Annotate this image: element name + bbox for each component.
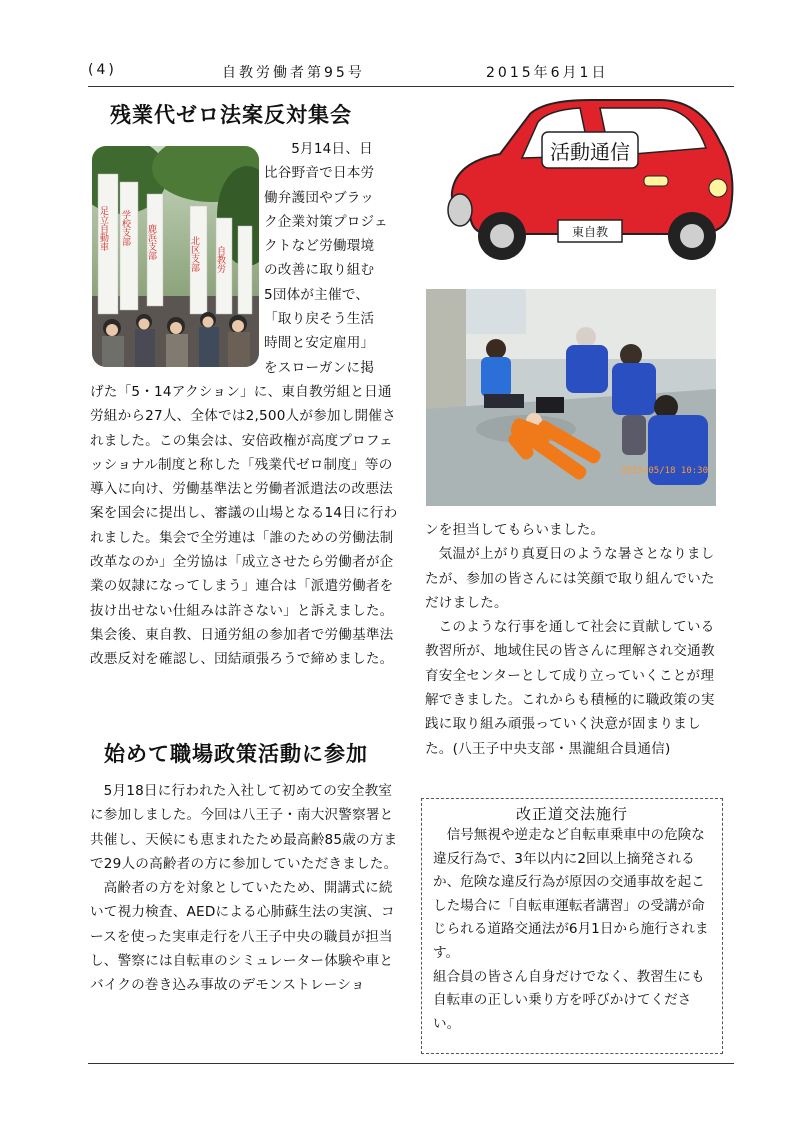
katsudo-tsushin-logo	[430, 92, 740, 272]
aed-training-photo	[426, 289, 716, 506]
issue-date: 2015年6月1日	[486, 65, 609, 81]
svg-text:自教労: 自教労	[215, 246, 225, 273]
article2-para4: このような行事を通して社会に貢献している教習所が、地域住民の皆さんに理解され交通教育安全センターとして成り立っていくことが理解できました。これからも積極的に職政策の実践に取り組み頑張っていく決意が固まりました。(八王子中央支部・黒瀧組合員通信)	[425, 619, 715, 757]
svg-text:鹿浜支部: 鹿浜支部	[146, 224, 156, 260]
article1-wrap-line: 5団体が主催で、	[264, 286, 370, 303]
header-rule	[88, 86, 734, 87]
article1-wrap-text	[264, 137, 404, 380]
article1-wrap-line: 5月14日、日	[291, 141, 373, 157]
article1-continued: げた「5・14アクション」に、東自教労組と日通労組から27人、全体では2,500人が参加し開催されました。この集会は、安倍政権が高度プロフェッショナル制度と称した「残業代ゼロ制度」等の導入に向け、労働基準法と労働者派遣法の改悪法案を国会に提出し、審議の山場となる14日に行われました。集会で全労連は「誰のための労働法制改革なのか」全労協は「成立させたら労働者が企業の奴隷になってしまう」連合は「派遣労働者を抜け出せない仕組みは許さない」と訴えました。集会後、東自教、日通労組の参加者で労働基準法改悪反対を確認し、団結頑張ろうで締めました。	[90, 384, 398, 668]
publication-issue: 自教労働者第95号	[222, 65, 365, 81]
notice-para2: 組合員の皆さん自身だけでなく、教習生にも自転車の正しい乗り方を呼びかけてください。	[433, 968, 705, 1032]
article1-wrap-line: をスローガンに掲	[264, 359, 375, 376]
logo-plate: 東自教	[571, 225, 609, 239]
article1-wrap-line: 働弁護団やブラッ	[264, 189, 375, 206]
logo-label: 活動通信	[550, 140, 630, 164]
svg-text:北区支部: 北区支部	[189, 236, 199, 272]
photo-timestamp: 2015/05/18 10:30	[621, 466, 708, 476]
article1-wrap-line: ク企業対策プロジェ	[264, 213, 388, 230]
article2-cont: ンを担当してもらいました。	[425, 522, 605, 538]
article1-title: 残業代ゼロ法案反対集会	[110, 102, 352, 127]
notice-box	[421, 798, 723, 1054]
article2-body-right	[425, 518, 726, 761]
article1-wrap-line: の改善に取り組む	[264, 262, 375, 279]
article1-wrap-line: 比谷野音で日本労	[264, 165, 375, 182]
article1-wrap-line: 時間と安定雇用」	[264, 335, 375, 352]
article2-para1: 5月18日に行われた入社して初めての安全教室に参加しました。今回は八王子・南大沢警察署と共催し、天候にも恵まれたため最高齢85歳の方まで29人の高齢者の方に参加していただきました。	[90, 783, 398, 872]
article2-para3: 気温が上がり真夏日のような暑さとなりましたが、参加の皆さんには笑顔で取り組んでいただけました。	[425, 546, 715, 611]
article2-title: 始めて職場政策活動に参加	[104, 741, 368, 766]
article2-body	[90, 779, 403, 998]
notice-para1: 信号無視や逆走など自転車乗車中の危険な違反行為で、3年以内に2回以上摘発されるか、危険な違反行為が原因の交通事故を起こした場合に「自転車運転者講習」の受講が命じられる道路交通法が6月1日から施行されます。	[433, 827, 709, 961]
svg-text:足立自動車: 足立自動車	[98, 206, 108, 251]
page-header	[88, 62, 734, 84]
article2-para2: 高齢者の方を対象としていたため、開講式に続いて視力検査、AEDによる心肺蘇生法の実演、コースを使った実車走行を八王子中央の職員が担当し、警察には自転車のシミュレーター体験や車とバイクの巻き込み事故のデモンストレーショ	[90, 880, 395, 994]
article1-wrap-line: 「取り戻そう生活	[264, 311, 375, 328]
footer-rule	[88, 1063, 734, 1064]
article1-body	[90, 380, 403, 672]
svg-text:学校支部: 学校支部	[120, 210, 130, 246]
notice-body	[422, 824, 722, 1036]
notice-title: 改正道交法施行	[515, 805, 628, 823]
page-number: (4)	[88, 62, 117, 78]
article1-wrap-line: クトなど労働環境	[264, 238, 375, 255]
rally-photo	[92, 146, 259, 367]
